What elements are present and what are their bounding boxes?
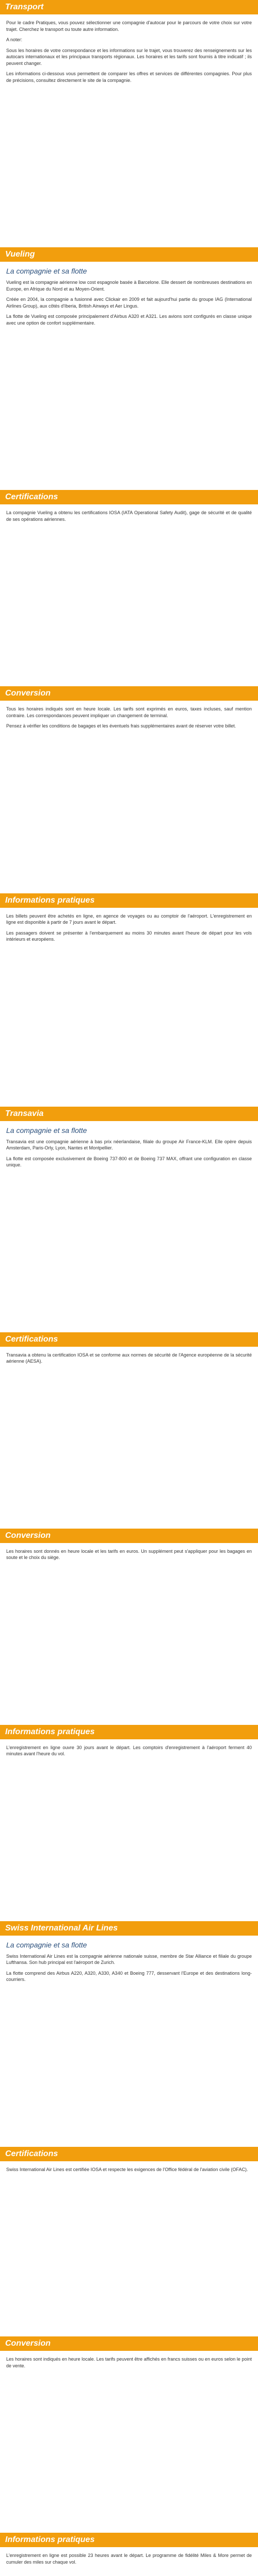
paragraph: La flotte est composée exclusivement de Boeing 737-800 et de Boeing 737 MAX, offrant une configuration en classe unique. (6, 1156, 252, 1167)
paragraph: La flotte comprend des Airbus A220, A320, A330, A340 et Boeing 777, desservant l'Europe et des destinations long-courriers. (6, 1970, 252, 1982)
section-body (0, 913, 258, 1107)
section-header: Certifications (0, 490, 258, 504)
section-body (0, 706, 258, 893)
paragraph: Pour le cadre Pratiques, vous pouvez sélectionner une compagnie d'autocar pour le parcours de votre choix sur votre trajet. Cherchez le transport ou toute autre information. (6, 20, 252, 32)
paragraph: Pensez à vérifier les conditions de bagages et les éventuels frais supplémentaires avant de réserver votre billet. (6, 723, 236, 728)
paragraph: Créée en 2004, la compagnie a fusionné avec Clickair en 2009 et fait aujourd'hui partie du groupe IAG (International Airlines Group), aux côtés d'Iberia, British Airways et Aer Lingus. (6, 297, 252, 309)
paragraph: Sous les horaires de votre correspondance et les informations sur le trajet, vous trouverez des renseignements sur les autocars internationaux et les principaux transports régionaux. Les horaires et les tarifs sont fournis à titre indicatif ; ils peuvent changer. (6, 47, 252, 66)
paragraph: Swiss International Air Lines est la compagnie aérienne nationale suisse, membre de Star Alliance et filiale du groupe Lufthansa. Son hub principal est l'aéroport de Zurich. (6, 1953, 252, 1965)
section-body (0, 1941, 258, 2147)
subsection-title: La compagnie et sa flotte (6, 1126, 87, 1134)
section-body (0, 1126, 258, 1332)
section-header: Certifications (0, 1332, 258, 1347)
paragraph: Les horaires sont donnés en heure locale et les tarifs en euros. Un supplément peut s'appliquer pour les bagages en soute et le choix du siège. (6, 1548, 252, 1560)
paragraph: L'enregistrement en ligne ouvre 30 jours avant le départ. Les comptoirs d'enregistrement à l'aéroport ferment 40 minutes avant l'heure du vol. (6, 1744, 252, 1756)
section-header: Transavia (0, 1107, 258, 1121)
paragraph: Transavia a obtenu la certification IOSA et se conforme aux normes de sécurité de l'Agence européenne de la sécurité aérienne (AESA). (6, 1352, 252, 1364)
section-header: Conversion (0, 2336, 258, 2351)
subsection-title: La compagnie et sa flotte (6, 267, 87, 275)
paragraph: Les horaires sont indiqués en heure locale. Les tarifs peuvent être affichés en francs suisses ou en euros selon le point de vente. (6, 2357, 252, 2368)
section-body (0, 510, 258, 686)
section-header: Swiss International Air Lines (0, 1921, 258, 1936)
section-header: Conversion (0, 686, 258, 701)
paragraph: Tous les horaires indiqués sont en heure locale. Les tarifs sont exprimés en euros, taxes incluses, sauf mention contraire. Les correspondances peuvent impliquer un changement de terminal. (6, 706, 252, 718)
section-body (0, 20, 258, 247)
section-body (0, 267, 258, 490)
paragraph: Transavia est une compagnie aérienne à bas prix néerlandaise, filiale du groupe Air France-KLM. Elle opère depuis Amsterdam, Paris-Orly, Lyon, Nantes et Montpellier. (6, 1139, 252, 1150)
section-header: Vueling (0, 247, 258, 262)
section-header: Informations pratiques (0, 893, 258, 908)
section-header: Informations pratiques (0, 1725, 258, 1739)
section-body (0, 1548, 258, 1725)
subsection-title: La compagnie et sa flotte (6, 1940, 87, 1949)
paragraph: Les billets peuvent être achetés en ligne, en agence de voyages ou au comptoir de l'aéroport. L'enregistrement en ligne est disponible à partir de 7 jours avant le départ. (6, 913, 252, 925)
section-body (0, 2166, 258, 2337)
section-body (0, 1744, 258, 1921)
section-header: Informations pratiques (0, 2533, 258, 2547)
paragraph: Swiss International Air Lines est certifiée IOSA et respecte les exigences de l'Office fédéral de l'aviation civile (OFAC). (6, 2166, 248, 2172)
paragraph: Les informations ci-dessous vous permettent de comparer les offres et services de différentes compagnies. Pour plus de précisions, consultez directement le site de la compagnie. (6, 71, 252, 83)
section-header: Certifications (0, 2147, 258, 2161)
paragraph: A noter: (6, 37, 23, 42)
paragraph: Vueling est la compagnie aérienne low cost espagnole basée à Barcelone. Elle dessert de nombreuses destinations en Europe, en Afrique du Nord et au Moyen-Orient. (6, 280, 252, 292)
section-body (0, 1352, 258, 1529)
section-header: Transport (0, 0, 258, 14)
paragraph: Les passagers doivent se présenter à l'embarquement au moins 30 minutes avant l'heure de départ pour les vols intérieurs et européens. (6, 930, 252, 942)
paragraph: La compagnie Vueling a obtenu les certifications IOSA (IATA Operational Safety Audit), gage de sécurité et de qualité de ses opérations aériennes. (6, 510, 252, 522)
section-body (0, 2552, 258, 2576)
paragraph: L'enregistrement en ligne est possible 23 heures avant le départ. Le programme de fidélité Miles & More permet de cumuler des miles sur chaque vol. (6, 2553, 252, 2565)
section-body (0, 2356, 258, 2533)
section-header: Conversion (0, 1529, 258, 1543)
paragraph: La flotte de Vueling est composée principalement d'Airbus A320 et A321. Les avions sont configurés en classe unique avec une option de confort supplémentaire. (6, 314, 252, 326)
